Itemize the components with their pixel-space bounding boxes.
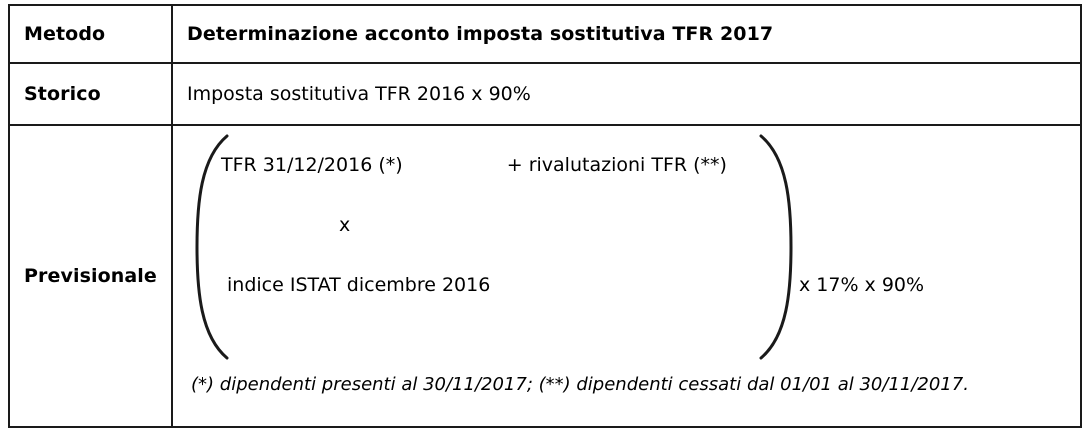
numerator-right: + rivalutazioni TFR (**) (506, 154, 727, 176)
formula-inner (173, 126, 1080, 426)
header-cell-method (9, 5, 172, 63)
label-storico: Storico (24, 83, 101, 105)
fraction (221, 154, 801, 296)
header-method-label: Metodo (24, 23, 106, 45)
content-storico: Imposta sostitutiva TFR 2016 x 90% (187, 83, 531, 105)
document-sheet (0, 4, 1088, 444)
numerator-left: TFR 31/12/2016 (*) (221, 154, 403, 176)
header-cell-determination (172, 5, 1081, 63)
table-row (9, 63, 1081, 125)
fraction-operator: x (339, 214, 351, 236)
row-content-storico (172, 63, 1081, 125)
row-label-storico (9, 63, 172, 125)
fraction-denominator: indice ISTAT dicembre 2016 (227, 274, 491, 296)
formula-footnote: (*) dipendenti presenti al 30/11/2017; (**) dipendenti cessati dal 01/01 al 30/11/2017. (191, 374, 969, 395)
table-header-row (9, 5, 1081, 63)
fraction-numerator (221, 154, 801, 176)
label-previsionale: Previsionale (24, 265, 157, 287)
table-row (9, 125, 1081, 427)
method-table (8, 4, 1082, 428)
row-content-previsionale (172, 125, 1081, 427)
formula-multiplier: x 17% x 90% (799, 274, 925, 296)
row-label-previsionale (9, 125, 172, 427)
header-determination-label: Determinazione acconto imposta sostitutiva TFR 2017 (187, 23, 774, 45)
formula-block (173, 126, 1080, 426)
